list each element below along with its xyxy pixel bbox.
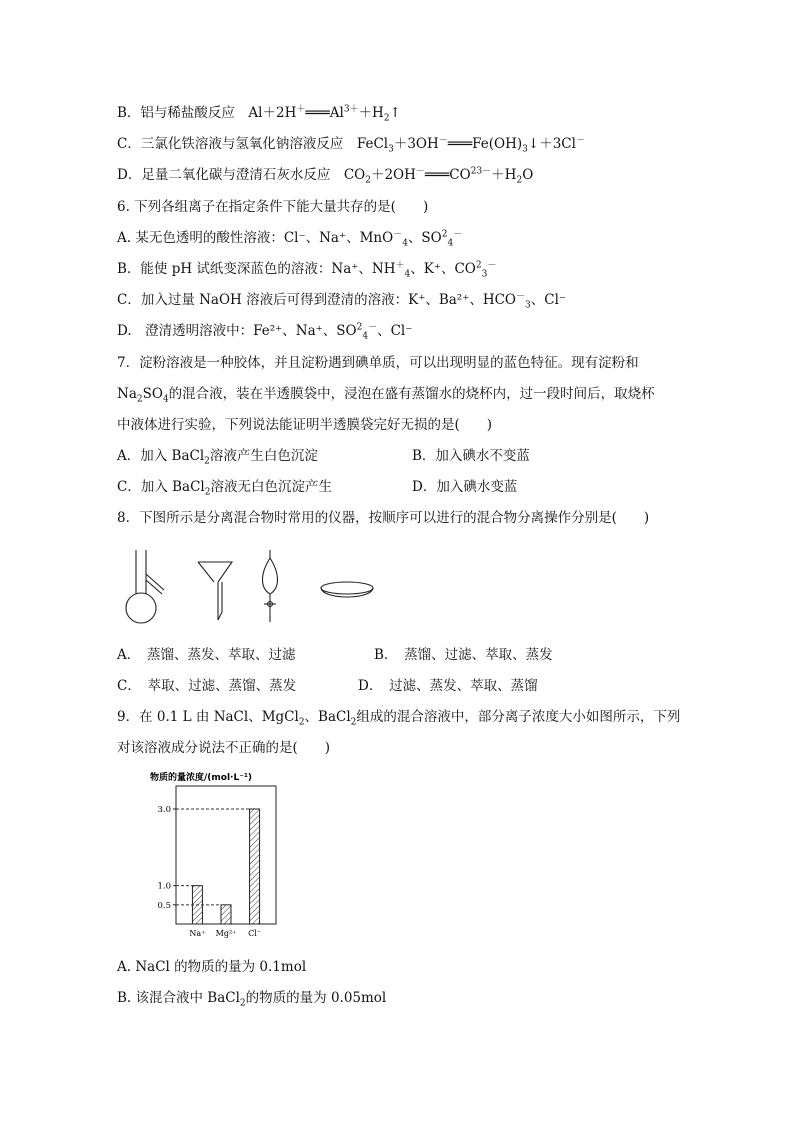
text: 、SO [407,230,442,246]
plot-frame [176,786,276,924]
sub: 3 [525,300,531,311]
sup: － [453,229,463,240]
q8-option-c: C． 萃取、过滤、蒸馏、蒸发 [117,678,297,694]
sup: ＋ [296,104,306,115]
text: D．足量二氧化碳与澄清石灰水反应 CO [117,167,366,183]
sub: 2 [383,113,390,124]
sub: 2 [239,998,246,1009]
category-label: Cl⁻ [248,929,262,938]
text: C．加入 BaCl [117,479,205,495]
text: D. 澄清透明溶液中：Fe²⁺、Na⁺、SO [117,323,357,339]
sup: ＋ [395,260,405,271]
q8-option-d: D． 过滤、蒸发、萃取、蒸馏 [358,678,538,694]
text: ↑ [389,105,401,121]
sub: 4 [162,394,169,405]
evaporating-dish-icon [321,582,373,597]
distilling-flask-icon [126,550,164,623]
q5-option-c [117,135,585,153]
q6-option-b [117,260,496,278]
bar [221,905,231,924]
text: 的物质的量为 0.05mol [245,990,387,1006]
text: ═══Fe(OH) [447,136,523,152]
sup: － [368,322,378,333]
text: Na [117,386,137,402]
text: C．加入过量 NaOH 溶液后可得到澄清的溶液：K⁺、Ba²⁺、HCO [117,292,517,308]
q9-option-b [117,989,386,1007]
q8-stem: 8．下图所示是分离混合物时常用的仪器，按顺序可以进行的混合物分离操作分别是( ) [117,510,650,526]
bar [250,809,260,924]
sub: 2 [204,487,211,498]
q7-stem-line3: 中液体进行实验，下列说法能证明半透膜袋完好无损的是( ) [117,417,493,433]
sub: 2 [204,456,210,467]
text: ═══Al [305,105,344,121]
sub: 4 [447,238,454,249]
sub: 4 [402,238,408,249]
sup: － [487,260,497,271]
sup: 3＋ [343,104,359,115]
q6-option-a [117,229,462,247]
text: O [522,167,534,183]
sup: － [575,135,585,146]
q6-option-c [117,291,566,309]
ion-concentration-chart [140,770,280,945]
q6-stem: 6. 下列各组离子在指定条件下能大量共存的是( ) [117,199,429,215]
text: 、BaCl [304,709,351,725]
sup: 2 [470,166,477,177]
sub: 2 [136,394,143,405]
text: A．加入 BaCl [117,448,205,464]
lab-apparatus-figure [122,548,382,628]
sup: 3－ [476,166,492,177]
chart-ylabel: 物质的量浓度/(mol·L⁻¹) [150,773,253,783]
q6-option-d [117,322,412,340]
sub: 4 [404,269,411,280]
text: ＋3OH [393,136,439,152]
q7-option-d: D．加入碘水变蓝 [412,479,518,495]
q7-option-b: B．加入碘水不变蓝 [412,448,530,464]
q7-option-a [117,447,318,465]
q7-option-c [117,478,332,496]
q5-option-b [117,104,401,122]
text: ═══CO [424,167,471,183]
sub: 3 [522,144,528,155]
text: 、Cl⁻ [377,323,413,339]
q9-stem-line2: 对该溶液成分说法不正确的是( ) [117,740,331,756]
text: A. 某无色透明的酸性溶液：Cl⁻、Na⁺、MnO [117,230,394,246]
sup: 2 [475,260,482,271]
text: ＋H [358,105,384,121]
separatory-funnel-icon [263,550,278,622]
y-tick-label: 1.0 [157,881,171,892]
text: ↓＋3Cl [527,136,576,152]
sup: － [393,229,403,240]
sup: 2 [356,322,363,333]
funnel-icon [198,562,232,620]
y-tick-label: 3.0 [157,805,171,815]
text: B．铝与稀盐酸反应 Al＋2H [117,105,297,121]
sub: 2 [516,175,523,186]
sub: 2 [350,717,357,728]
sub: 3 [481,269,488,280]
text: 9．在 0.1 L 由 NaCl、MgCl [117,709,299,725]
category-label: Na⁺ [189,929,206,938]
text: ＋2OH [370,167,416,183]
sup: 2 [441,229,448,240]
q5-option-d [117,166,533,184]
text: B. 该混合液中 BaCl [117,990,240,1006]
q8-option-a: A． 蒸馏、蒸发、萃取、过滤 [117,647,296,663]
text: C．三氯化铁溶液与氢氧化钠溶液反应 FeCl [117,136,389,152]
sub: 3 [388,144,394,155]
sup: － [415,166,425,177]
text: 、Cl⁻ [530,292,567,308]
q8-option-b: B． 蒸馏、过滤、萃取、蒸发 [374,647,553,663]
sub: 4 [362,331,369,342]
category-label: Mg²⁺ [215,929,237,938]
q9-stem-line1 [117,708,680,726]
text: 溶液产生白色沉淀 [209,448,318,464]
q7-stem-line2 [117,385,655,403]
q7-stem-line1: 7．淀粉溶液是一种胶体，并且淀粉遇到碘单质，可以出现明显的蓝色特征。现有淀粉和 [117,355,639,371]
text: 溶液无白色沉淀产生 [210,479,332,495]
y-tick-label: 0.5 [157,900,171,911]
q9-option-a: A. NaCl 的物质的量为 0.1mol [117,959,307,975]
text: 、K⁺、CO [410,261,476,277]
text: SO [142,386,163,402]
sub: 2 [365,175,371,186]
sub: 2 [298,717,305,728]
text: B．能使 pH 试纸变深蓝色的溶液：Na⁺、NH [117,261,396,277]
text: 的混合液，装在半透膜袋中，浸泡在盛有蒸馏水的烧杯内，过一段时间后，取烧杯 [168,386,655,402]
text: 组成的混合溶液中，部分离子浓度大小如图所示，下列 [356,709,681,725]
sup: － [516,291,526,302]
sup: － [438,135,448,146]
text: ＋H [491,167,517,183]
